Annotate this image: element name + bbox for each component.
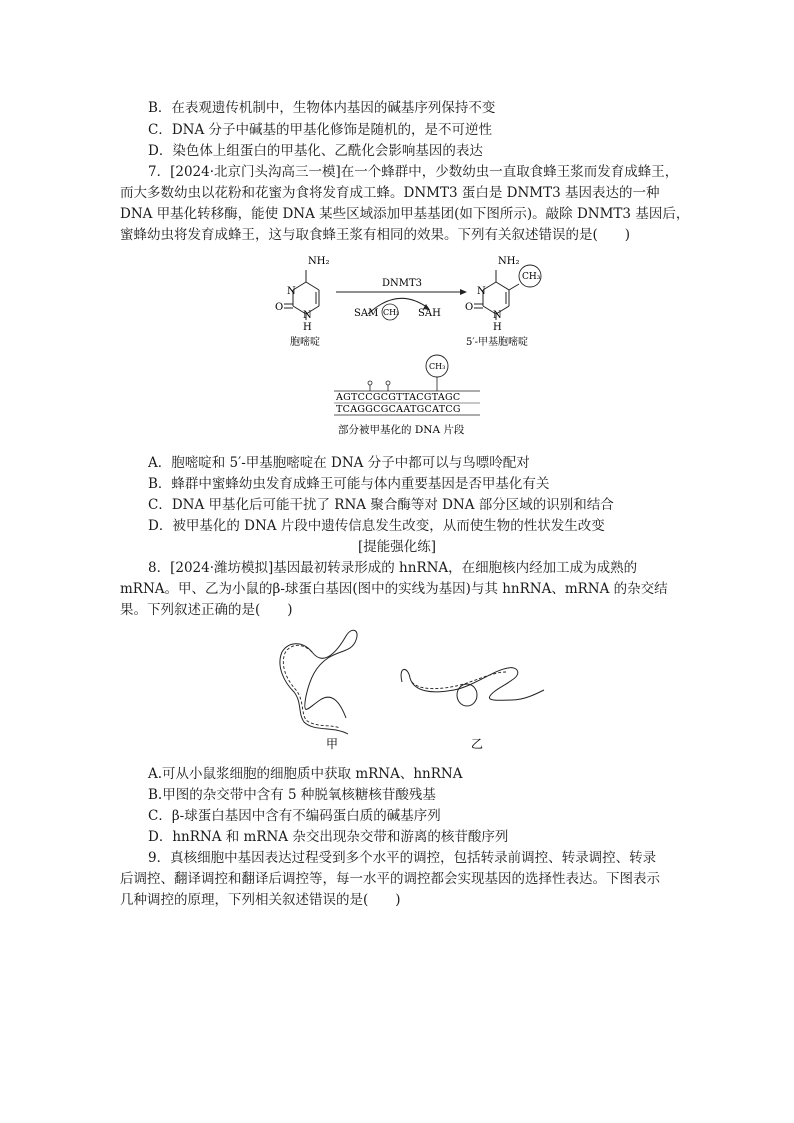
hybrid-jia <box>280 630 357 734</box>
methylcytosine-h: H <box>493 322 502 333</box>
q7-option-b: B．蜂群中蜜蜂幼虫发育成蜂王可能与体内重要基因是否甲基化有关 <box>148 476 550 492</box>
q7-stem-line-3: DNA 甲基化转移酶，能使 DNA 某些区域添加甲基基团(如下图所示)。敲除 DNMT3 基因后， <box>120 206 690 222</box>
figure-label-jia: 甲 <box>326 737 339 751</box>
q7-stem-line-2: 而大多数幼虫以花粉和花蜜为食将发育成工蜂。DNMT3 蛋白是 DNMT3 基因表达的一种 <box>120 185 660 201</box>
figure-label-yi: 乙 <box>471 737 484 751</box>
reaction-arrowhead <box>460 289 467 295</box>
methyl-markers <box>368 377 437 391</box>
dna-methyl-label: CH₃ <box>429 362 446 371</box>
cytosine-n1: N <box>303 310 312 321</box>
q8-option-c: C．β-球蛋白基因中含有不编码蛋白质的碱基序列 <box>148 808 441 824</box>
dna-bottom-strand: TCAGGCGCAATGCATCG <box>336 404 461 415</box>
q6-option-c: C．DNA 分子中碱基的甲基化修饰是随机的，是不可逆性 <box>148 122 493 138</box>
q6-option-d: D．染色体上组蛋白的甲基化、乙酰化会影响基因的表达 <box>148 143 483 159</box>
q8-option-b: B.甲图的杂交带中含有 5 种脱氧核糖核苷酸残基 <box>148 787 436 803</box>
dna-top-strand: AGTCCGCGTTACGTAGC <box>336 392 461 403</box>
q8-stem-line-3: 果。下列叙述正确的是( ) <box>120 602 293 618</box>
q8-option-a: A.可从小鼠浆细胞的细胞质中获取 mRNA、hnRNA <box>148 766 463 782</box>
sam-methyl-label: CH₃ <box>383 308 400 317</box>
methylated-dna-figure <box>330 352 490 440</box>
q7-option-a: A．胞嘧啶和 5′-甲基胞嘧啶在 DNA 分子中都可以与鸟嘌呤配对 <box>148 455 530 471</box>
dna-fragment-caption: 部分被甲基化的 DNA 片段 <box>338 424 465 436</box>
methylcytosine-n1: N <box>493 310 502 321</box>
cytosine-nh2: NH₂ <box>308 256 330 267</box>
sam-label: SAM <box>354 308 379 319</box>
q7-option-d: D．被甲基化的 DNA 片段中遗传信息发生改变，从而使生物的性状发生改变 <box>148 518 605 534</box>
hybridization-figure <box>268 622 558 754</box>
hybrid-yi <box>401 668 544 706</box>
cytosine-label: 胞嘧啶 <box>290 337 320 348</box>
methylcytosine-nh2: NH₂ <box>498 256 520 267</box>
methylcytosine-o: O <box>465 302 474 313</box>
cytosine-n3: N <box>287 286 296 297</box>
q7-stem-line-4: 蜜蜂幼虫将发育成蜂王，这与取食蜂王浆有相同的效果。下列有关叙述错误的是( ) <box>120 227 631 243</box>
sah-label: SAH <box>418 308 441 319</box>
q6-option-b: B．在表观遗传机制中，生物体内基因的碱基序列保持不变 <box>148 100 496 116</box>
q7-stem-line-1: 7．[2024·北京门头沟高三一模]在一个蜂群中，少数幼虫一直取食蜂王浆而发育成蜂王， <box>148 164 679 180</box>
methylcytosine-n3: N <box>477 286 486 297</box>
q9-stem-line-2: 后调控、翻译调控和翻译后调控等，每一水平的调控都会实现基因的选择性表达。下图表示 <box>120 871 660 887</box>
q9-stem-line-1: 9．真核细胞中基因表达过程受到多个水平的调控，包括转录前调控、转录调控、转录 <box>148 850 657 866</box>
methylcytosine-label: 5′-甲基胞嘧啶 <box>466 337 529 348</box>
q8-stem-line-2: mRNA。甲、乙为小鼠的β-球蛋白基因(图中的实线为基因)与其 hnRNA、mRNA 的杂交结 <box>120 581 668 597</box>
cytosine-h: H <box>303 322 312 333</box>
methylation-reaction-figure <box>270 250 570 350</box>
methyl-group-label: CH₃ <box>522 272 541 282</box>
q8-stem-line-1: 8．[2024·潍坊模拟]基因最初转录形成的 hnRNA，在细胞核内经加工成为成熟的 <box>148 560 638 576</box>
q9-stem-line-3: 几种调控的原理，下列相关叙述错误的是( ) <box>120 892 401 908</box>
section-heading: [提能强化练] <box>357 539 437 555</box>
cytosine-o: O <box>275 302 284 313</box>
dnmt3-enzyme-label: DNMT3 <box>382 278 423 289</box>
q8-option-d: D．hnRNA 和 mRNA 杂交出现杂交带和游离的核苷酸序列 <box>148 829 509 845</box>
q7-option-c: C．DNA 甲基化后可能干扰了 RNA 聚合酶等对 DNA 部分区域的识别和结合 <box>148 497 614 513</box>
